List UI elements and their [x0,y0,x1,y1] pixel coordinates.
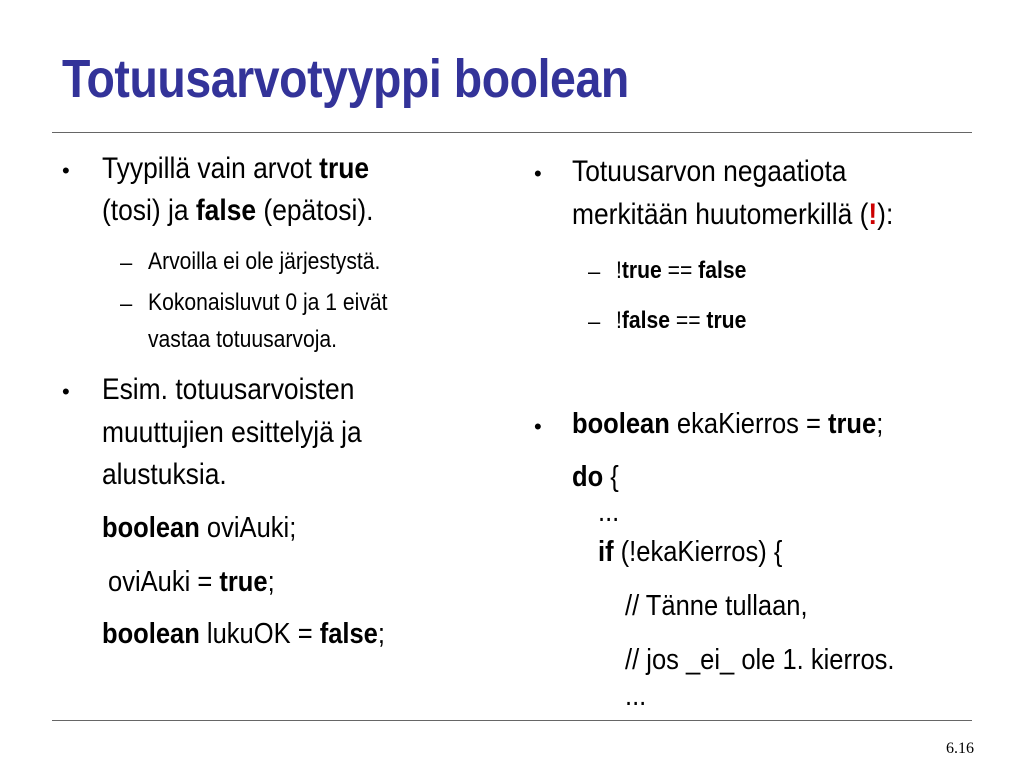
right-code-line7: ... [625,680,647,712]
right-code-line4: if (!ekaKierros) { [598,536,783,568]
footer-divider [52,720,972,721]
left-bullet2-line1: Esim. totuusarvoisten [102,373,355,406]
left-sub2-line2: vastaa totuusarvoja. [148,326,338,353]
right-code-line1: boolean ekaKierros = true; [572,408,884,440]
left-bullet1-line2: (tosi) ja false (epätosi). [102,194,374,227]
left-sub1: Arvoilla ei ole järjestystä. [148,248,381,275]
right-bullet1-line2: merkitään huutomerkillä (!): [572,198,894,231]
right-sub1: !true == false [616,257,747,284]
sub-bullet-marker: – [120,291,133,316]
right-code-line2: do { [572,461,619,493]
bullet-marker: • [62,379,70,404]
left-bullet2-line3: alustuksia. [102,458,227,491]
left-bullet1-line1: Tyypillä vain arvot true [102,152,370,185]
right-sub2: !false == true [616,307,747,334]
sub-bullet-marker: – [588,259,601,284]
slide-number: 6.16 [946,740,974,757]
title-divider [52,132,972,133]
exclamation-mark: ! [868,198,878,231]
left-code-line2: oviAuki = true; [108,566,275,598]
keyword-false: false [195,194,257,227]
bullet-marker: • [534,161,542,186]
left-code-line3: boolean lukuOK = false; [102,618,385,650]
bullet-marker: • [534,414,542,439]
keyword-true: true [319,152,370,185]
slide-title: Totuusarvotyyppi boolean [62,49,629,109]
left-code-line1: boolean oviAuki; [102,512,297,544]
left-sub2-line1: Kokonaisluvut 0 ja 1 eivät [148,289,388,316]
sub-bullet-marker: – [588,309,601,334]
left-bullet2-line2: muuttujien esittelyjä ja [102,416,362,449]
right-code-line5: // Tänne tullaan, [625,590,808,622]
bullet-marker: • [62,158,70,183]
right-code-line3: ... [598,496,620,528]
right-code-line6: // jos _ei_ ole 1. kierros. [625,644,895,676]
right-bullet1-line1: Totuusarvon negaatiota [572,155,847,188]
sub-bullet-marker: – [120,250,133,275]
